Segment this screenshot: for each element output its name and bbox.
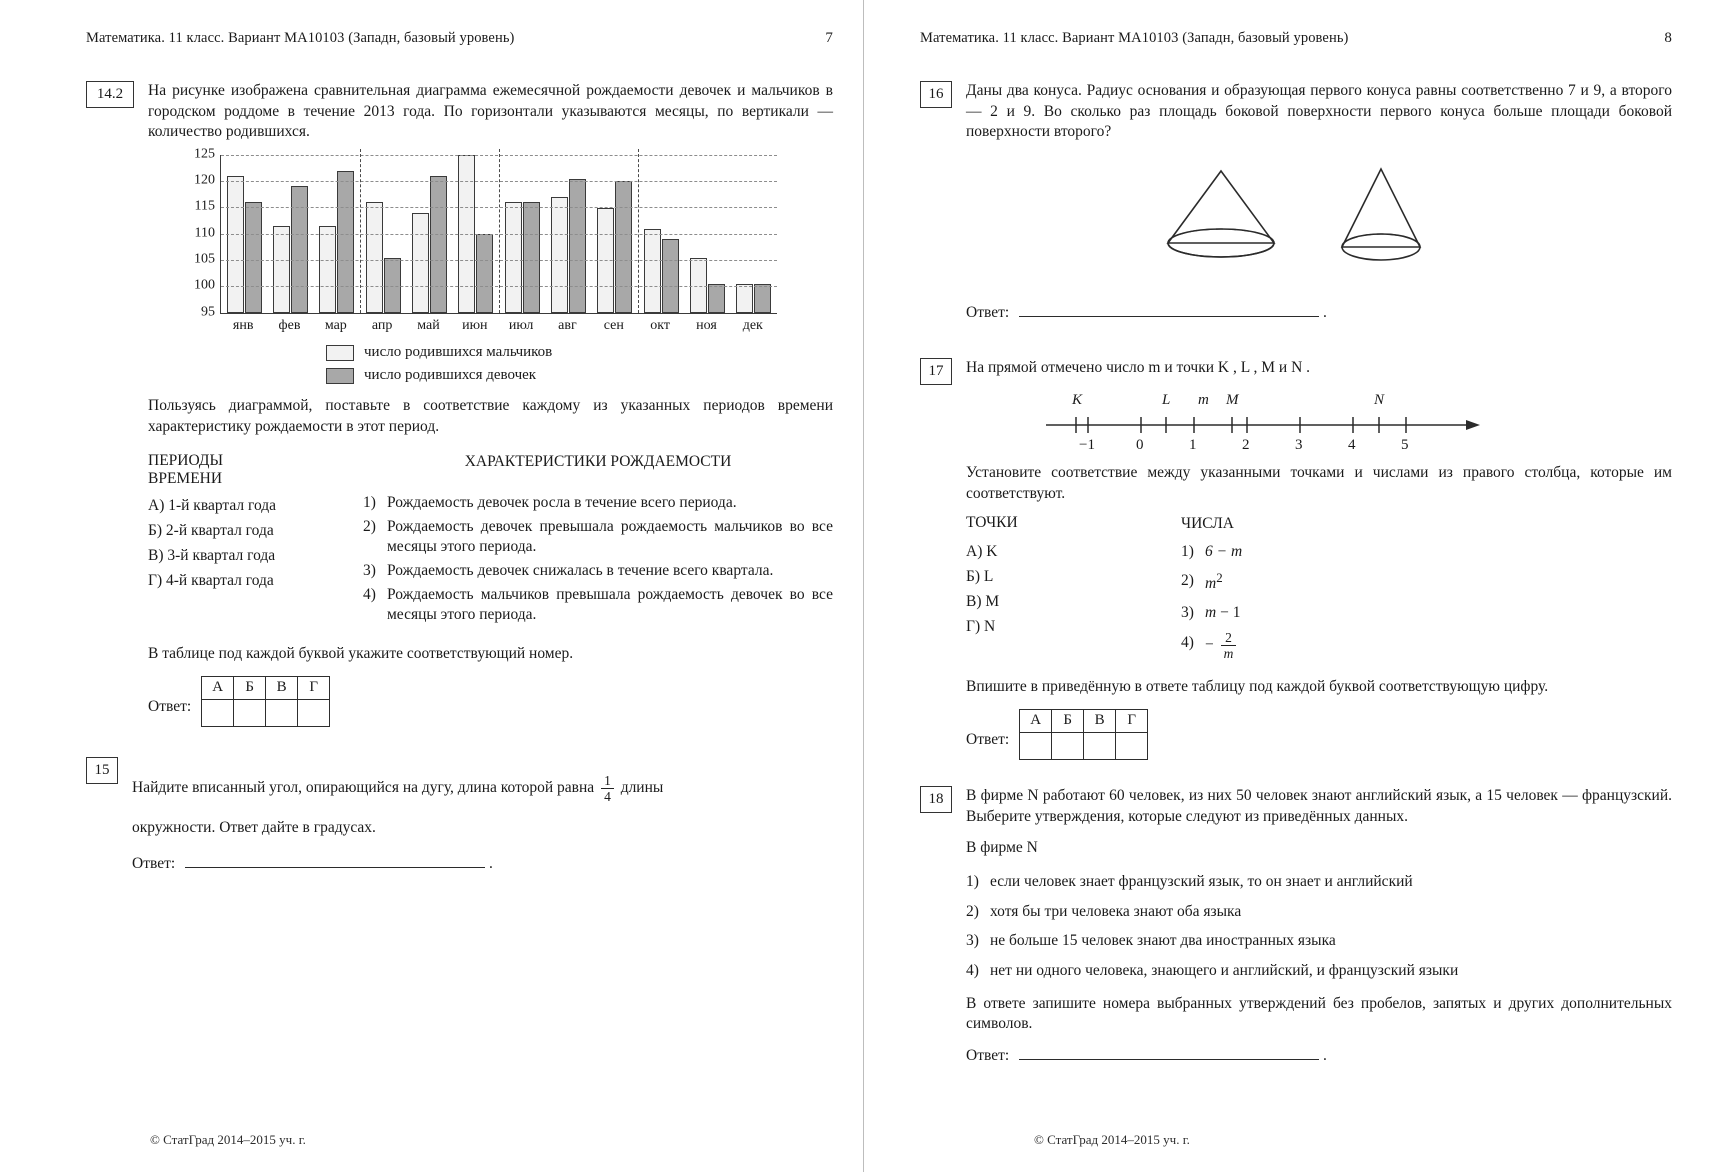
chart-plot-area (194, 146, 777, 320)
legend-item-girls (326, 366, 776, 386)
chart-x-tick: апр (371, 317, 393, 333)
answer-label: Ответ: (966, 304, 1010, 322)
answer-cell[interactable] (202, 700, 234, 727)
list-item (363, 585, 833, 625)
chart-quarter-separator (360, 149, 361, 313)
fraction-numerator: 2 (1225, 629, 1232, 645)
item-text: Рождаемость мальчиков превышала рождаемость девочек во все месяцы этого периода. (387, 586, 833, 624)
task-17-answer (966, 709, 1672, 760)
chart-x-tick: дек (742, 317, 763, 333)
task-18-text: В фирме N работают 60 человек, из них 50 человек знают английский язык, а 15 человек — французский. Выберите утверждения, которые следуют из приведённых данных. (966, 787, 1672, 826)
list-item (966, 872, 1672, 893)
task-17-match-heads (966, 514, 1672, 535)
number-line-figure (1036, 389, 1672, 458)
left-running-head (86, 30, 833, 47)
item-number: 4) (966, 962, 979, 980)
left-footer: © СтатГрад 2014–2015 уч. г. (150, 1132, 306, 1147)
chart-y-tick: 95 (201, 304, 215, 320)
task-16-text: Даны два конуса. Радиус основания и образующая первого конуса равны соответственно 7 и 9, а второго — 2 и 9. Во сколько раз площадь боковой поверхности первого конуса больше площади боковой поверхности второго? (966, 82, 1672, 141)
item-text: нет ни одного человека, знающего и английский, и французский языки (990, 962, 1459, 980)
task-18-body (966, 786, 1672, 1066)
answer-label: Ответ: (966, 1046, 1010, 1064)
answer-label: Ответ: (148, 697, 192, 715)
list-item (966, 931, 1672, 952)
task-14-match-body (148, 493, 833, 630)
legend-label-girls: число родившихся девочек (364, 367, 537, 384)
chart-x-tick: июн (462, 317, 488, 333)
list-item: Б) L (966, 568, 994, 586)
item-number: 3) (966, 932, 979, 950)
item-number: 4) (363, 586, 376, 604)
fraction-denominator: 4 (601, 788, 614, 804)
chart-legend (326, 343, 776, 386)
task-17-number: 17 (920, 358, 952, 385)
svg-text:3: 3 (1295, 436, 1303, 451)
points-list (966, 539, 1181, 665)
item-number: 4) (1181, 633, 1194, 651)
chart-bar (384, 258, 401, 313)
task-15-body (132, 757, 833, 874)
answer-blank[interactable] (1019, 1045, 1319, 1060)
right-page (863, 0, 1727, 1172)
task-18-statements (966, 872, 1672, 981)
item-number: 1) (1181, 543, 1194, 561)
chart-bar (662, 239, 679, 313)
svg-text:0: 0 (1136, 436, 1144, 451)
chart-bar (227, 176, 244, 313)
svg-text:4: 4 (1348, 436, 1356, 451)
fraction-denominator: m (1221, 645, 1237, 661)
chart-bar (569, 179, 586, 313)
chart-bar (337, 171, 354, 313)
item-number: 1) (966, 873, 979, 891)
task-15-text-before: Найдите вписанный угол, опирающийся на дугу, длина которой равна (132, 779, 595, 797)
legend-swatch-girls (326, 368, 354, 384)
item-text: если человек знает французский язык, то он знает и английский (990, 873, 1413, 891)
fraction-numerator: 1 (604, 773, 611, 789)
fraction-two-over-m (1221, 630, 1237, 661)
periods-heading-line2: ВРЕМЕНИ (148, 470, 223, 488)
numbers-heading: ЧИСЛА (1181, 515, 1234, 533)
chart-bar (551, 197, 568, 313)
chart-bar (690, 258, 707, 313)
chart-bar (430, 176, 447, 313)
task-14-after-chart: Пользуясь диаграммой, поставьте в соответствие каждому из указанных периодов времени характеристику рождаемости в этот период. (148, 397, 833, 435)
answer-blank[interactable] (1019, 302, 1319, 317)
svg-text:2: 2 (1242, 436, 1250, 451)
item-text: Рождаемость девочек превышала рождаемость мальчиков во все месяцы этого периода. (387, 517, 833, 555)
task-14-instruction: В таблице под каждой буквой укажите соответствующий номер. (148, 644, 574, 662)
chart-quarter-separator (638, 149, 639, 313)
left-page-number: 7 (825, 30, 833, 46)
chart-x-tick: авг (558, 317, 577, 333)
answer-blank[interactable] (185, 853, 485, 868)
chart-bar (319, 226, 336, 313)
chart-bar (245, 202, 262, 313)
list-item: В) M (966, 593, 1000, 611)
task-14 (86, 81, 833, 727)
table-header-cell: А (1020, 710, 1052, 733)
chart-bar (476, 234, 493, 313)
list-item: В) 3-й квартал года (148, 546, 276, 564)
table-row (1020, 710, 1148, 733)
task-17 (920, 358, 1672, 760)
chart-quarter-separator (499, 149, 500, 313)
legend-label-boys: число родившихся мальчиков (364, 344, 553, 361)
task-15-text-line2: окружности. Ответ дайте в градусах. (132, 819, 376, 837)
task-14-answer (148, 676, 833, 727)
birth-chart (176, 146, 776, 386)
table-header-cell: Б (234, 677, 266, 700)
item-text: 6 − m (1205, 543, 1243, 561)
answer-label: Ответ: (132, 855, 176, 872)
table-row (202, 700, 330, 727)
list-item (1181, 539, 1672, 564)
characteristics-heading: ХАРАКТЕРИСТИКИ РОЖДАЕМОСТИ (464, 452, 732, 470)
right-footer: © СтатГрад 2014–2015 уч. г. (1034, 1132, 1190, 1147)
task-14-match-heads (148, 452, 833, 489)
numbers-list (1181, 539, 1672, 665)
item-number: 2) (363, 517, 376, 535)
task-15-text (132, 773, 833, 804)
task-16 (920, 81, 1672, 324)
item-text: хотя бы три человека знают оба языка (990, 902, 1242, 920)
answer-cell[interactable] (1084, 733, 1116, 760)
chart-x-tick: окт (650, 317, 670, 333)
periods-heading (148, 452, 363, 489)
task-14-number: 14.2 (86, 81, 134, 108)
answer-cell[interactable] (1052, 733, 1084, 760)
chart-y-tick: 110 (194, 225, 215, 241)
cones-figure (1156, 161, 1672, 283)
chart-x-tick: май (417, 317, 440, 333)
task-17-instruction2: Впишите в приведённую в ответе таблицу под каждой буквой соответствующую цифру. (966, 677, 1549, 695)
svg-text:1: 1 (1189, 436, 1197, 451)
answer-cell[interactable] (1020, 733, 1052, 760)
chart-y-tick: 115 (194, 199, 215, 215)
cones-svg (1156, 161, 1486, 276)
table-header-cell: Г (298, 677, 330, 700)
item-number: 1) (363, 493, 376, 511)
chart-bar (708, 284, 725, 313)
left-header-title: Математика. 11 класс. Вариант МА10103 (Западн, базовый уровень) (86, 30, 515, 46)
chart-bar (736, 284, 753, 313)
periods-list (148, 493, 363, 630)
table-row (202, 677, 330, 700)
chart-x-tick: сен (603, 317, 624, 333)
table-header-cell: Б (1052, 710, 1084, 733)
item-text: − $\frac{2}{m}$ (1205, 630, 1672, 661)
chart-bar (754, 284, 771, 313)
left-page (0, 0, 863, 1172)
task-16-body (966, 81, 1672, 324)
task-17-text: На прямой отмечено число m и точки K , L , M и N . (966, 359, 1311, 377)
list-item: Г) 4-й квартал года (148, 572, 274, 590)
task-18-subhead: В фирме N (966, 838, 1038, 856)
task-15 (86, 757, 833, 874)
list-item (363, 517, 833, 557)
list-item (1181, 600, 1672, 625)
answer-table[interactable] (1019, 709, 1148, 760)
answer-table[interactable] (201, 676, 330, 727)
task-16-number: 16 (920, 81, 952, 108)
answer-cell[interactable] (298, 700, 330, 727)
item-text: Рождаемость девочек росла в течение всего периода. (387, 493, 737, 511)
table-header-cell: Г (1116, 710, 1148, 733)
answer-cell[interactable] (234, 700, 266, 727)
svg-text:5: 5 (1401, 436, 1409, 451)
chart-bar (523, 202, 540, 313)
answer-label: Ответ: (966, 730, 1010, 748)
legend-item-boys (326, 343, 776, 363)
task-18 (920, 786, 1672, 1066)
table-row (1020, 733, 1148, 760)
periods-heading-line1: ПЕРИОДЫ (148, 451, 223, 469)
list-item: А) K (966, 543, 998, 561)
item-number: 2) (966, 902, 979, 920)
svg-text:m: m (1198, 391, 1209, 408)
item-number: 2) (1181, 572, 1194, 590)
chart-x-tick: янв (232, 317, 254, 333)
item-text: m − 1 (1205, 604, 1241, 622)
item-text: Рождаемость девочек снижалась в течение всего квартала. (387, 562, 774, 580)
task-17-body (966, 358, 1672, 760)
task-15-text-after: длины (620, 779, 664, 797)
chart-bar (412, 213, 429, 313)
task-14-text: На рисунке изображена сравнительная диаграмма ежемесячной рождаемости девочек и мальчиков в городском роддоме в течение 2013 года. По горизонтали указываются месяцы, по вертикали — количество родившихся. (148, 82, 833, 141)
points-heading: ТОЧКИ (966, 514, 1018, 532)
right-header-title: Математика. 11 класс. Вариант МА10103 (Западн, базовый уровень) (920, 30, 1349, 46)
chart-bar (366, 202, 383, 313)
list-item (1181, 630, 1672, 661)
svg-text:L: L (1162, 391, 1171, 408)
table-header-cell: В (266, 677, 298, 700)
chart-y-tick: 120 (194, 172, 215, 188)
task-15-answer: Ответ: . (132, 855, 493, 872)
list-item (966, 902, 1672, 923)
characteristics-list (363, 493, 833, 630)
right-running-head (920, 30, 1672, 47)
list-item (363, 493, 833, 513)
list-item: Б) 2-й квартал года (148, 521, 274, 539)
chart-x-tick: июл (508, 317, 534, 333)
answer-cell[interactable] (1116, 733, 1148, 760)
list-item: Г) N (966, 618, 996, 636)
chart-x-tick: фев (278, 317, 301, 333)
table-header-cell: В (1084, 710, 1116, 733)
svg-text:−1: −1 (1079, 436, 1095, 451)
number-line-svg (1036, 389, 1486, 451)
item-number: 3) (1181, 604, 1194, 622)
task-17-instruction: Установите соответствие между указанными точками и числами из правого столбца, которые им соответствуют. (966, 464, 1672, 502)
svg-text:N: N (1374, 391, 1385, 408)
right-page-number: 8 (1664, 30, 1672, 46)
list-item (966, 961, 1672, 982)
task-18-number: 18 (920, 786, 952, 813)
task-16-answer: Ответ: . (966, 304, 1327, 322)
task-17-match-body (966, 539, 1672, 665)
list-item (1181, 568, 1672, 596)
svg-text:M: M (1226, 391, 1239, 408)
chart-bar (273, 226, 290, 313)
legend-swatch-boys (326, 345, 354, 361)
chart-y-tick: 125 (194, 146, 215, 162)
svg-text:K: K (1072, 391, 1083, 408)
chart-x-tick: ноя (696, 317, 717, 333)
chart-bar (644, 229, 661, 313)
chart-y-tick: 105 (194, 251, 215, 267)
item-text: $m^2$ (1205, 570, 1223, 593)
chart-x-labels (220, 314, 776, 336)
task-18-closing: В ответе запишите номера выбранных утверждений без пробелов, запятых и других дополнительных символов. (966, 994, 1672, 1033)
chart-x-tick: мар (324, 317, 347, 333)
task-14-body (148, 81, 833, 727)
answer-cell[interactable] (266, 700, 298, 727)
item-number: 3) (363, 562, 376, 580)
fraction-one-quarter (601, 773, 614, 804)
list-item (363, 561, 833, 581)
chart-y-tick: 100 (194, 278, 215, 294)
chart-bar (615, 181, 632, 313)
task-15-number: 15 (86, 757, 118, 784)
task-18-answer: Ответ: . (966, 1046, 1327, 1064)
list-item: А) 1-й квартал года (148, 496, 277, 514)
table-header-cell: А (202, 677, 234, 700)
chart-bar (505, 202, 522, 313)
item-text: не больше 15 человек знают два иностранных языка (990, 932, 1336, 950)
chart-bar (291, 186, 308, 312)
